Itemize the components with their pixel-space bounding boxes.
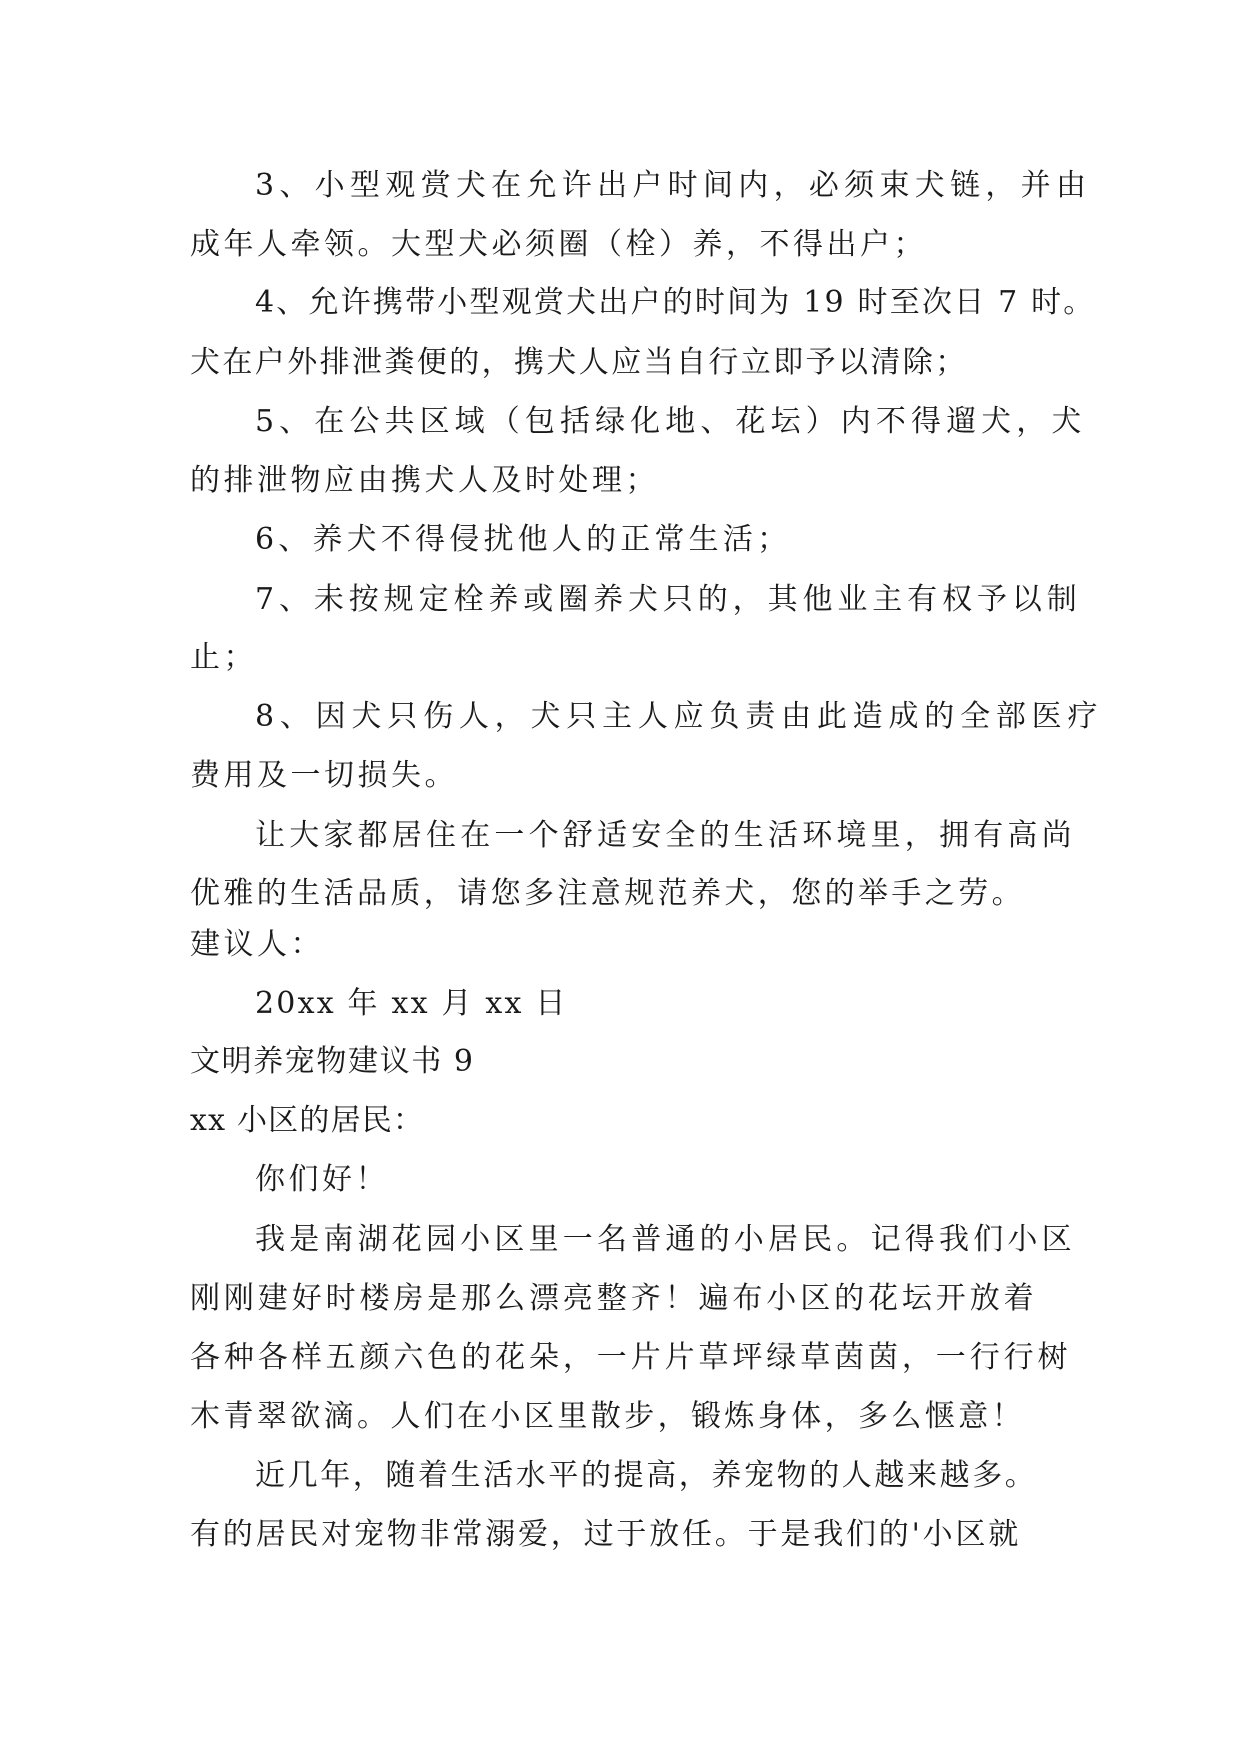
next-section-title: 文明养宠物建议书 9 [190,1044,475,1079]
rule-7-line-1: 7、未按规定栓养或圈养犬只的，其他业主有权予以制 [255,582,1082,617]
rule-8-line-1: 8、因犬只伤人，犬只主人应负责由此造成的全部医疗 [255,699,1104,734]
rule-4-line-2: 犬在户外排泄粪便的，携犬人应当自行立即予以清除； [190,345,968,380]
salutation: xx 小区的居民： [190,1103,425,1138]
rule-3-line-1: 3、小型观赏犬在允许出户时间内，必须束犬链，并由 [255,168,1092,203]
paragraph-1-line-1: 我是南湖花园小区里一名普通的小居民。记得我们小区 [255,1222,1076,1257]
paragraph-1-line-3: 各种各样五颜六色的花朵，一片片草坪绿草茵茵，一行行树 [190,1340,1072,1375]
rule-5-line-2: 的排泄物应由携犬人及时处理； [190,463,659,498]
rule-7-line-2: 止； [190,640,257,675]
closing-line-1: 让大家都居住在一个舒适安全的生活环境里，拥有高尚 [255,818,1076,853]
paragraph-1-line-4: 木青翠欲滴。人们在小区里散步，锻炼身体，多么惬意！ [190,1399,1025,1434]
signature-date: 20xx 年 xx 月 xx 日 [255,986,568,1021]
rule-5-line-1: 5、在公共区域（包括绿化地、花坛）内不得遛犬，犬 [255,404,1087,439]
proposer-label: 建议人： [190,927,324,962]
paragraph-2-line-1: 近几年，随着生活水平的提高，养宠物的人越来越多。 [255,1458,1038,1493]
rule-3-line-2: 成年人牵领。大型犬必须圈（栓）养，不得出户； [190,227,927,262]
rule-6-line-1: 6、养犬不得侵扰他人的正常生活； [255,522,792,557]
rule-4-line-1: 4、允许携带小型观赏犬出户的时间为 19 时至次日 7 时。 [255,285,1096,320]
closing-line-2: 优雅的生活品质，请您多注意规范养犬，您的举手之劳。 [190,876,1025,911]
paragraph-2-line-2: 有的居民对宠物非常溺爱，过于放任。于是我们的'小区就 [190,1517,1022,1552]
paragraph-1-line-2: 刚刚建好时楼房是那么漂亮整齐！遍布小区的花坛开放着 [190,1281,1038,1316]
greeting: 你们好！ [255,1162,389,1197]
rule-8-line-2: 费用及一切损失。 [190,758,458,793]
